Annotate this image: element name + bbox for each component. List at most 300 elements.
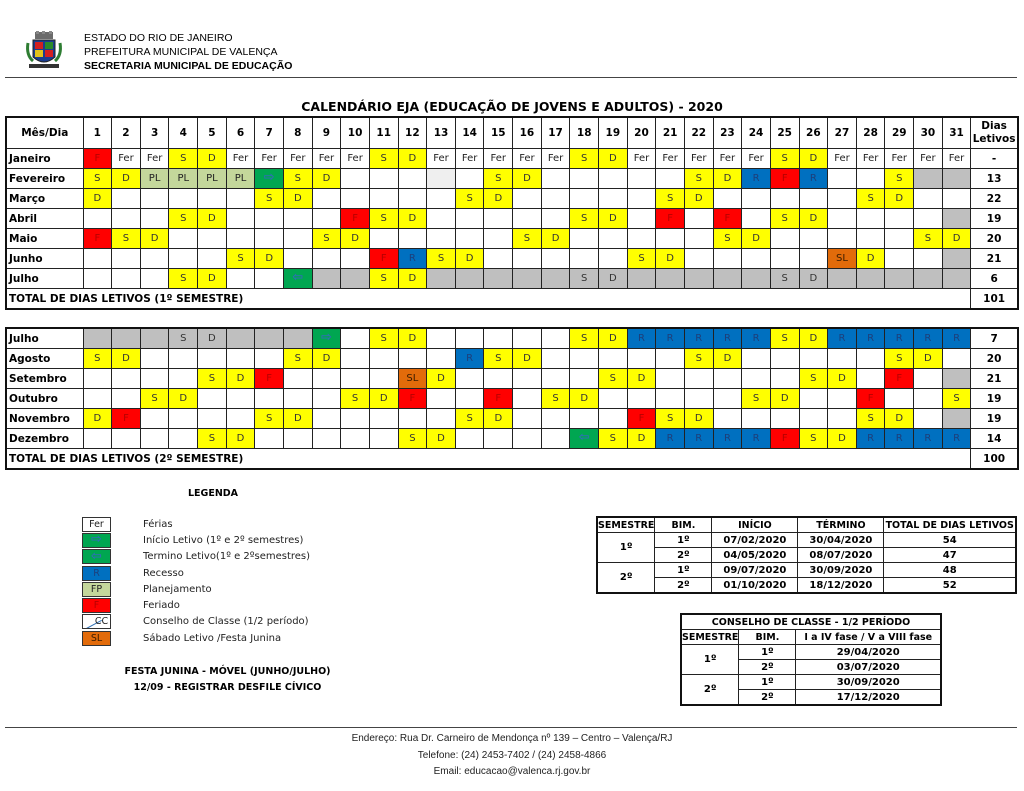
- month-school-days: 21: [971, 249, 1018, 269]
- day-cell-no-class: [942, 209, 971, 229]
- day-cell-sunday: D: [427, 429, 456, 449]
- legend-code: R: [93, 567, 100, 579]
- day-cell-sunday: D: [684, 189, 713, 209]
- day-cell-saturday: S: [198, 429, 227, 449]
- day-cell-school-day: [742, 349, 771, 369]
- day-cell-recess: R: [656, 328, 685, 349]
- day-cell-sunday: D: [856, 249, 885, 269]
- day-cell-no-class: [627, 269, 656, 289]
- semester-cell: 2º: [681, 675, 739, 706]
- day-header: 17: [541, 117, 570, 149]
- month-name: Dezembro: [6, 429, 83, 449]
- semester-total-row: [6, 289, 1018, 310]
- legend-item: [82, 597, 310, 613]
- legend-swatch-vacation: [82, 517, 111, 532]
- day-header: 30: [914, 117, 943, 149]
- month-school-days: 22: [971, 189, 1018, 209]
- day-header: 8: [283, 117, 312, 149]
- date-cell: 29/04/2020: [796, 645, 941, 660]
- day-header: 25: [770, 117, 799, 149]
- day-cell-holiday: F: [885, 369, 914, 389]
- day-cell-saturday: S: [942, 389, 971, 409]
- coat-of-arms-logo: [23, 31, 65, 73]
- day-cell-school-day: [369, 409, 398, 429]
- day-cell-vacation: Fer: [713, 149, 742, 169]
- day-cell-school-day: [828, 389, 857, 409]
- day-cell-school-day: [83, 249, 112, 269]
- bim-cell: 1º: [655, 563, 712, 578]
- day-cell-term-start: [255, 169, 284, 189]
- day-cell-no-class: [283, 328, 312, 349]
- legend-code: FP: [90, 583, 103, 595]
- footer-divider: [5, 727, 1017, 728]
- day-cell-school-day: [341, 429, 370, 449]
- legend-code: SL: [90, 632, 103, 644]
- day-cell-school-day: [398, 349, 427, 369]
- month-name: Abril: [6, 209, 83, 229]
- legend-item: [82, 516, 310, 532]
- start-cell: 09/07/2020: [712, 563, 798, 578]
- day-cell-school-day: [255, 429, 284, 449]
- day-cell-school-day: [627, 389, 656, 409]
- day-cell-school-day: [226, 349, 255, 369]
- day-cell-school-day: [112, 369, 141, 389]
- day-cell-school-day: [140, 249, 169, 269]
- day-cell-school-day: [513, 389, 542, 409]
- legend-item: [82, 532, 310, 548]
- month-name: Julho: [6, 269, 83, 289]
- month-day-header: Mês/Dia: [6, 117, 83, 149]
- day-cell-saturday: S: [255, 409, 284, 429]
- day-cell-recess: R: [742, 328, 771, 349]
- day-cell-saturday: S: [112, 229, 141, 249]
- day-cell-school-saturday: SL: [398, 369, 427, 389]
- day-cell-no-class: [484, 269, 513, 289]
- day-cell-school-day: [799, 349, 828, 369]
- day-cell-recess: R: [684, 429, 713, 449]
- day-cell-school-day: [856, 209, 885, 229]
- day-cell-sunday: D: [312, 349, 341, 369]
- col-total: TOTAL DE DIAS LETIVOS: [884, 517, 1016, 533]
- col-inicio: INÍCIO: [712, 517, 798, 533]
- day-cell-no-class: [656, 269, 685, 289]
- day-cell-school-day: [942, 349, 971, 369]
- arrow-right-icon: ⇨: [263, 170, 275, 185]
- day-cell-holiday: F: [112, 409, 141, 429]
- day-cell-school-day: [885, 249, 914, 269]
- day-cell-school-day: [455, 389, 484, 409]
- day-cell-holiday: F: [627, 409, 656, 429]
- day-cell-school-day: [283, 429, 312, 449]
- semester-cell: 2º: [597, 563, 655, 594]
- bim-cell: 2º: [655, 578, 712, 594]
- legend-item: [82, 581, 310, 597]
- day-cell-holiday: F: [255, 369, 284, 389]
- day-cell-saturday: S: [484, 169, 513, 189]
- day-cell-saturday: S: [312, 229, 341, 249]
- day-cell-sunday: D: [599, 209, 628, 229]
- day-cell-recess: R: [885, 328, 914, 349]
- day-cell-saturday: S: [427, 249, 456, 269]
- day-cell-saturday: S: [770, 328, 799, 349]
- day-cell-school-day: [599, 249, 628, 269]
- day-cell-school-day: [312, 189, 341, 209]
- day-cell-sunday: D: [455, 249, 484, 269]
- day-header: 26: [799, 117, 828, 149]
- day-header: 4: [169, 117, 198, 149]
- day-cell-school-day: [112, 429, 141, 449]
- legend-label: Férias: [143, 518, 173, 530]
- day-cell-school-day: [570, 189, 599, 209]
- day-cell-recess: R: [713, 429, 742, 449]
- day-cell-school-saturday: SL: [828, 249, 857, 269]
- day-cell-school-day: [570, 229, 599, 249]
- day-cell-school-day: [312, 209, 341, 229]
- end-cell: 30/04/2020: [798, 533, 884, 548]
- day-cell-no-class: [341, 269, 370, 289]
- day-cell-school-day: [341, 189, 370, 209]
- day-cell-recess: R: [684, 328, 713, 349]
- day-cell-planning: PL: [140, 169, 169, 189]
- bimester-table: [596, 516, 1017, 594]
- day-cell-vacation: Fer: [140, 149, 169, 169]
- day-cell-school-day: [484, 229, 513, 249]
- day-cell-school-day: [198, 349, 227, 369]
- arrow-left-icon: ⇦: [578, 430, 590, 445]
- day-cell-school-day: [713, 409, 742, 429]
- day-cell-school-day: [770, 189, 799, 209]
- day-cell-no-class: [427, 269, 456, 289]
- day-header: 13: [427, 117, 456, 149]
- day-cell-sunday: D: [828, 429, 857, 449]
- day-cell-sunday: D: [226, 369, 255, 389]
- day-cell-school-day: [627, 209, 656, 229]
- day-cell-saturday: S: [885, 169, 914, 189]
- day-cell-recess: R: [627, 328, 656, 349]
- day-cell-no-class: [255, 328, 284, 349]
- day-cell-sunday: D: [799, 209, 828, 229]
- day-cell-school-day: [427, 389, 456, 409]
- date-cell: 17/12/2020: [796, 690, 941, 706]
- day-cell-school-day: [427, 349, 456, 369]
- day-cell-school-day: [198, 189, 227, 209]
- arrow-right-icon: ⇨: [91, 532, 102, 548]
- day-header: 9: [312, 117, 341, 149]
- day-cell-sunday: D: [140, 229, 169, 249]
- day-cell-school-day: [140, 349, 169, 369]
- day-cell-vacation: Fer: [942, 149, 971, 169]
- day-cell-school-day: [455, 229, 484, 249]
- day-cell-sunday: D: [283, 189, 312, 209]
- day-cell-school-day: [255, 229, 284, 249]
- month-school-days: 21: [971, 369, 1018, 389]
- day-cell-holiday: F: [856, 389, 885, 409]
- day-cell-school-day: [799, 389, 828, 409]
- start-cell: 04/05/2020: [712, 548, 798, 563]
- day-cell-vacation: Fer: [828, 149, 857, 169]
- day-cell-school-day: [828, 349, 857, 369]
- day-cell-no-class: [914, 169, 943, 189]
- day-cell-school-day: [198, 249, 227, 269]
- day-cell-school-day: [742, 189, 771, 209]
- day-cell-no-class: [455, 269, 484, 289]
- legend-label: Feriado: [143, 600, 180, 612]
- month-row: [6, 149, 1018, 169]
- school-days-header-line2: Letivos: [972, 133, 1016, 145]
- day-cell-school-day: [885, 209, 914, 229]
- date-cell: 30/09/2020: [796, 675, 941, 690]
- day-cell-saturday: S: [369, 209, 398, 229]
- day-cell-sunday: D: [770, 389, 799, 409]
- semester-2-calendar: [5, 327, 1019, 470]
- day-cell-sunday: D: [570, 389, 599, 409]
- day-cell-vacation: Fer: [312, 149, 341, 169]
- day-cell-saturday: S: [713, 229, 742, 249]
- council-table: [680, 613, 942, 706]
- day-cell-school-day: [369, 169, 398, 189]
- day-cell-school-day: [169, 349, 198, 369]
- day-cell-no-class: [140, 328, 169, 349]
- end-cell: 18/12/2020: [798, 578, 884, 594]
- start-cell: 01/10/2020: [712, 578, 798, 594]
- day-cell-sunday: D: [198, 269, 227, 289]
- day-cell-school-day: [83, 369, 112, 389]
- day-cell-no-class: [828, 269, 857, 289]
- day-cell-holiday: F: [713, 209, 742, 229]
- day-cell-saturday: S: [369, 269, 398, 289]
- day-cell-saturday: S: [599, 369, 628, 389]
- day-cell-planning: PL: [226, 169, 255, 189]
- day-cell-recess: R: [885, 429, 914, 449]
- day-cell-school-day: [770, 409, 799, 429]
- day-cell-school-day: [312, 429, 341, 449]
- legend-swatch-holiday: [82, 598, 111, 613]
- day-cell-school-day: [513, 409, 542, 429]
- day-cell-school-day: [283, 249, 312, 269]
- day-cell-holiday: F: [83, 229, 112, 249]
- month-school-days: 19: [971, 389, 1018, 409]
- day-cell-no-class-light: [427, 169, 456, 189]
- legend-swatch-class-council: [82, 614, 111, 629]
- day-cell-vacation: Fer: [684, 149, 713, 169]
- day-cell-holiday: F: [770, 429, 799, 449]
- day-cell-saturday: S: [742, 389, 771, 409]
- day-cell-saturday: S: [684, 349, 713, 369]
- day-cell-school-day: [341, 328, 370, 349]
- day-cell-school-day: [541, 189, 570, 209]
- day-cell-school-day: [914, 389, 943, 409]
- end-cell: 30/09/2020: [798, 563, 884, 578]
- legend-code: F: [93, 600, 100, 612]
- legend-swatch-school-saturday: [82, 631, 111, 646]
- day-cell-saturday: S: [484, 349, 513, 369]
- day-cell-sunday: D: [169, 389, 198, 409]
- day-cell-school-day: [770, 369, 799, 389]
- day-cell-school-day: [627, 189, 656, 209]
- day-cell-no-class: [942, 409, 971, 429]
- day-cell-no-class: [914, 269, 943, 289]
- day-header: 7: [255, 117, 284, 149]
- day-cell-saturday: S: [799, 369, 828, 389]
- day-cell-saturday: S: [656, 409, 685, 429]
- day-cell-school-day: [742, 369, 771, 389]
- day-cell-sunday: D: [742, 229, 771, 249]
- month-school-days: -: [971, 149, 1018, 169]
- day-cell-no-class: [513, 269, 542, 289]
- day-cell-sunday: D: [885, 189, 914, 209]
- day-header: 21: [656, 117, 685, 149]
- day-cell-school-day: [140, 369, 169, 389]
- legend-item: [82, 630, 310, 646]
- day-cell-school-day: [369, 189, 398, 209]
- legend-title: LEGENDA: [188, 488, 239, 499]
- day-cell-school-day: [513, 209, 542, 229]
- total-cell: 47: [884, 548, 1016, 563]
- day-cell-school-day: [140, 409, 169, 429]
- day-cell-vacation: Fer: [541, 149, 570, 169]
- day-cell-saturday: S: [684, 169, 713, 189]
- day-cell-sunday: D: [398, 269, 427, 289]
- day-header: 5: [198, 117, 227, 149]
- day-cell-saturday: S: [770, 149, 799, 169]
- day-cell-school-day: [599, 169, 628, 189]
- day-cell-sunday: D: [541, 229, 570, 249]
- day-cell-school-day: [283, 229, 312, 249]
- day-cell-school-day: [713, 249, 742, 269]
- day-cell-school-day: [513, 189, 542, 209]
- day-cell-school-day: [226, 409, 255, 429]
- day-cell-sunday: D: [942, 229, 971, 249]
- day-header: 6: [226, 117, 255, 149]
- day-cell-no-class: D: [799, 269, 828, 289]
- day-cell-sunday: D: [513, 169, 542, 189]
- day-cell-school-day: [484, 209, 513, 229]
- day-cell-no-class: [112, 328, 141, 349]
- month-name: Julho: [6, 328, 83, 349]
- header-divider: [5, 77, 1017, 78]
- day-cell-school-day: [742, 249, 771, 269]
- arrow-left-icon: ⇦: [91, 549, 102, 564]
- day-cell-school-day: [541, 349, 570, 369]
- day-cell-school-day: [169, 429, 198, 449]
- day-cell-recess: R: [856, 328, 885, 349]
- col-bim: BIM.: [655, 517, 712, 533]
- day-cell-school-day: [455, 369, 484, 389]
- day-cell-vacation: Fer: [656, 149, 685, 169]
- day-cell-no-class: [942, 249, 971, 269]
- day-cell-school-day: [828, 409, 857, 429]
- day-cell-school-day: [914, 209, 943, 229]
- day-cell-school-day: [140, 269, 169, 289]
- table-row: [597, 548, 1016, 563]
- day-cell-school-day: [83, 429, 112, 449]
- day-cell-recess: R: [856, 429, 885, 449]
- month-school-days: 20: [971, 349, 1018, 369]
- day-cell-school-day: [570, 169, 599, 189]
- day-cell-school-day: [513, 369, 542, 389]
- semester-cell: 1º: [681, 645, 739, 675]
- month-name: Setembro: [6, 369, 83, 389]
- end-cell: 08/07/2020: [798, 548, 884, 563]
- day-cell-saturday: S: [169, 149, 198, 169]
- day-cell-school-day: [169, 189, 198, 209]
- day-cell-recess: R: [914, 429, 943, 449]
- day-cell-school-day: [599, 349, 628, 369]
- day-cell-sunday: D: [627, 369, 656, 389]
- day-cell-school-day: [341, 349, 370, 369]
- month-row: [6, 209, 1018, 229]
- month-school-days: 13: [971, 169, 1018, 189]
- day-cell-school-day: [112, 189, 141, 209]
- day-cell-school-day: [427, 229, 456, 249]
- month-name: Agosto: [6, 349, 83, 369]
- day-cell-vacation: Fer: [112, 149, 141, 169]
- day-cell-saturday: S: [283, 349, 312, 369]
- day-cell-sunday: D: [198, 209, 227, 229]
- day-cell-no-class: [312, 269, 341, 289]
- col-phases: I a IV fase / V a VIII fase: [796, 630, 941, 645]
- day-cell-saturday: S: [369, 149, 398, 169]
- day-cell-school-day: [684, 369, 713, 389]
- day-cell-term-start: [312, 328, 341, 349]
- day-cell-school-day: [828, 189, 857, 209]
- day-cell-sunday: D: [398, 149, 427, 169]
- month-name: Novembro: [6, 409, 83, 429]
- day-cell-school-day: [627, 229, 656, 249]
- day-cell-sunday: D: [713, 169, 742, 189]
- day-cell-school-day: [226, 269, 255, 289]
- day-cell-holiday: F: [398, 389, 427, 409]
- day-cell-school-day: [656, 229, 685, 249]
- day-cell-school-day: [713, 189, 742, 209]
- day-header: 18: [570, 117, 599, 149]
- day-cell-school-day: [455, 328, 484, 349]
- secretariat-name: SECRETARIA MUNICIPAL DE EDUCAÇÃO: [84, 60, 293, 72]
- day-header: 31: [942, 117, 971, 149]
- day-cell-school-day: [799, 249, 828, 269]
- day-cell-sunday: D: [112, 169, 141, 189]
- day-cell-sunday: D: [484, 189, 513, 209]
- day-cell-school-day: [570, 349, 599, 369]
- day-cell-school-day: [484, 328, 513, 349]
- month-row: [6, 328, 1018, 349]
- footer-address: Endereço: Rua Dr. Carneiro de Mendonça nº 139 – Centro – Valença/RJ: [351, 733, 673, 744]
- day-header: 10: [341, 117, 370, 149]
- day-cell-no-class: [885, 269, 914, 289]
- day-cell-no-class: [942, 169, 971, 189]
- day-cell-school-day: [255, 349, 284, 369]
- day-cell-no-class: [541, 269, 570, 289]
- day-cell-saturday: S: [226, 249, 255, 269]
- day-cell-school-day: [398, 409, 427, 429]
- day-cell-school-day: [914, 189, 943, 209]
- legend-label: Sábado Letivo /Festa Junina: [143, 632, 282, 644]
- day-cell-vacation: Fer: [856, 149, 885, 169]
- day-cell-school-day: [341, 249, 370, 269]
- day-cell-sunday: D: [112, 349, 141, 369]
- day-cell-school-day: [484, 429, 513, 449]
- col-semestre: SEMESTRE: [682, 631, 739, 643]
- day-cell-school-day: [513, 429, 542, 449]
- day-header: 16: [513, 117, 542, 149]
- month-row: [6, 429, 1018, 449]
- day-cell-school-day: [599, 409, 628, 429]
- day-cell-school-day: [112, 269, 141, 289]
- day-cell-school-day: [226, 389, 255, 409]
- day-cell-school-day: [799, 229, 828, 249]
- day-cell-saturday: S: [341, 389, 370, 409]
- day-cell-sunday: D: [427, 369, 456, 389]
